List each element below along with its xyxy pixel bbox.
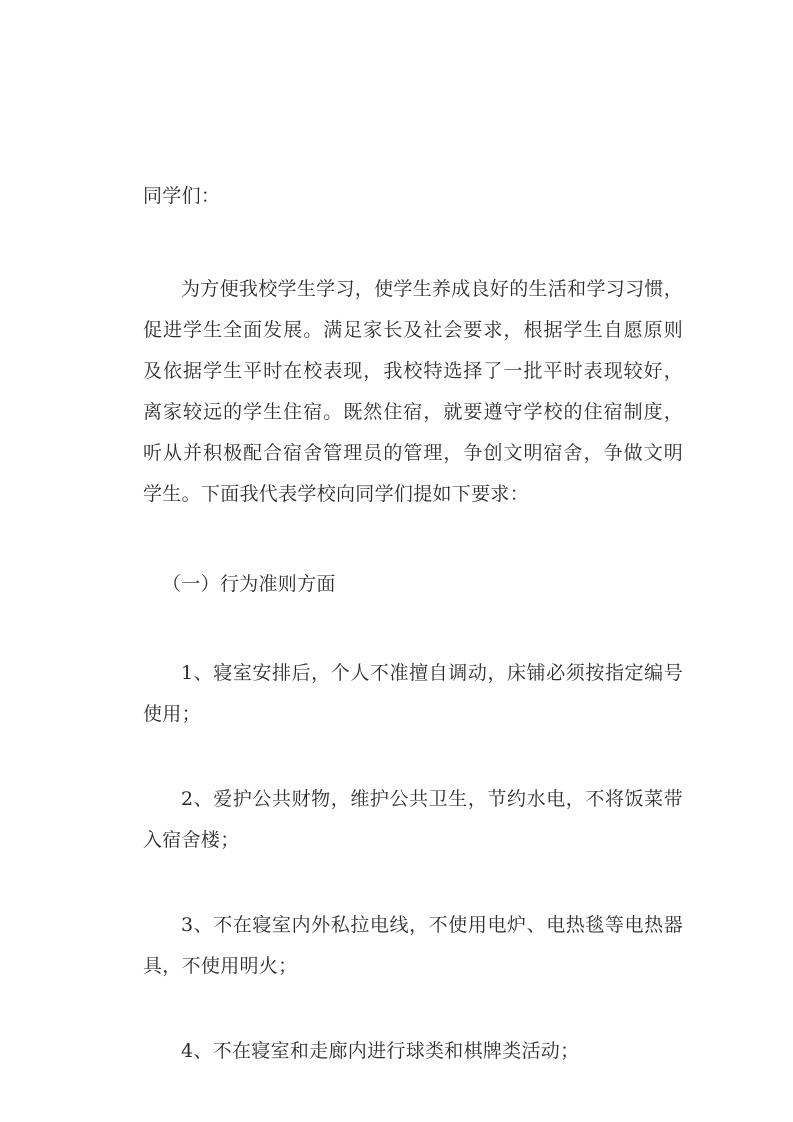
rule-item: 1、寝室安排后，个人不准擅自调动，床铺必须按指定编号使用； [143, 662, 683, 725]
section-heading: （一）行为准则方面 [162, 573, 336, 595]
document-body [143, 176, 683, 1072]
intro-paragraph: 为方便我校学生学习，使学生养成良好的生活和学习习惯，促进学生全面发展。满足家长及社会要求，根据学生自愿原则及依据学生平时在校表现，我校特选择了一批平时表现较好，离家较远的学生住宿。既然住宿，就要遵守学校的住宿制度，听从并积极配合宿舍管理员的管理，争创文明宿舍，争做文明学生。下面我代表学校向同学们提如下要求： [143, 278, 683, 505]
rule-item: 2、爱护公共财物，维护公共卫生，节约水电，不将饭菜带入宿舍楼； [143, 788, 683, 851]
rule-item: 4、不在寝室和走廊内进行球类和棋牌类活动； [181, 1040, 580, 1062]
salutation: 同学们： [143, 185, 221, 207]
rule-item: 3、不在寝室内外私拉电线，不使用电炉、电热毯等电热器具，不使用明火； [143, 914, 683, 977]
